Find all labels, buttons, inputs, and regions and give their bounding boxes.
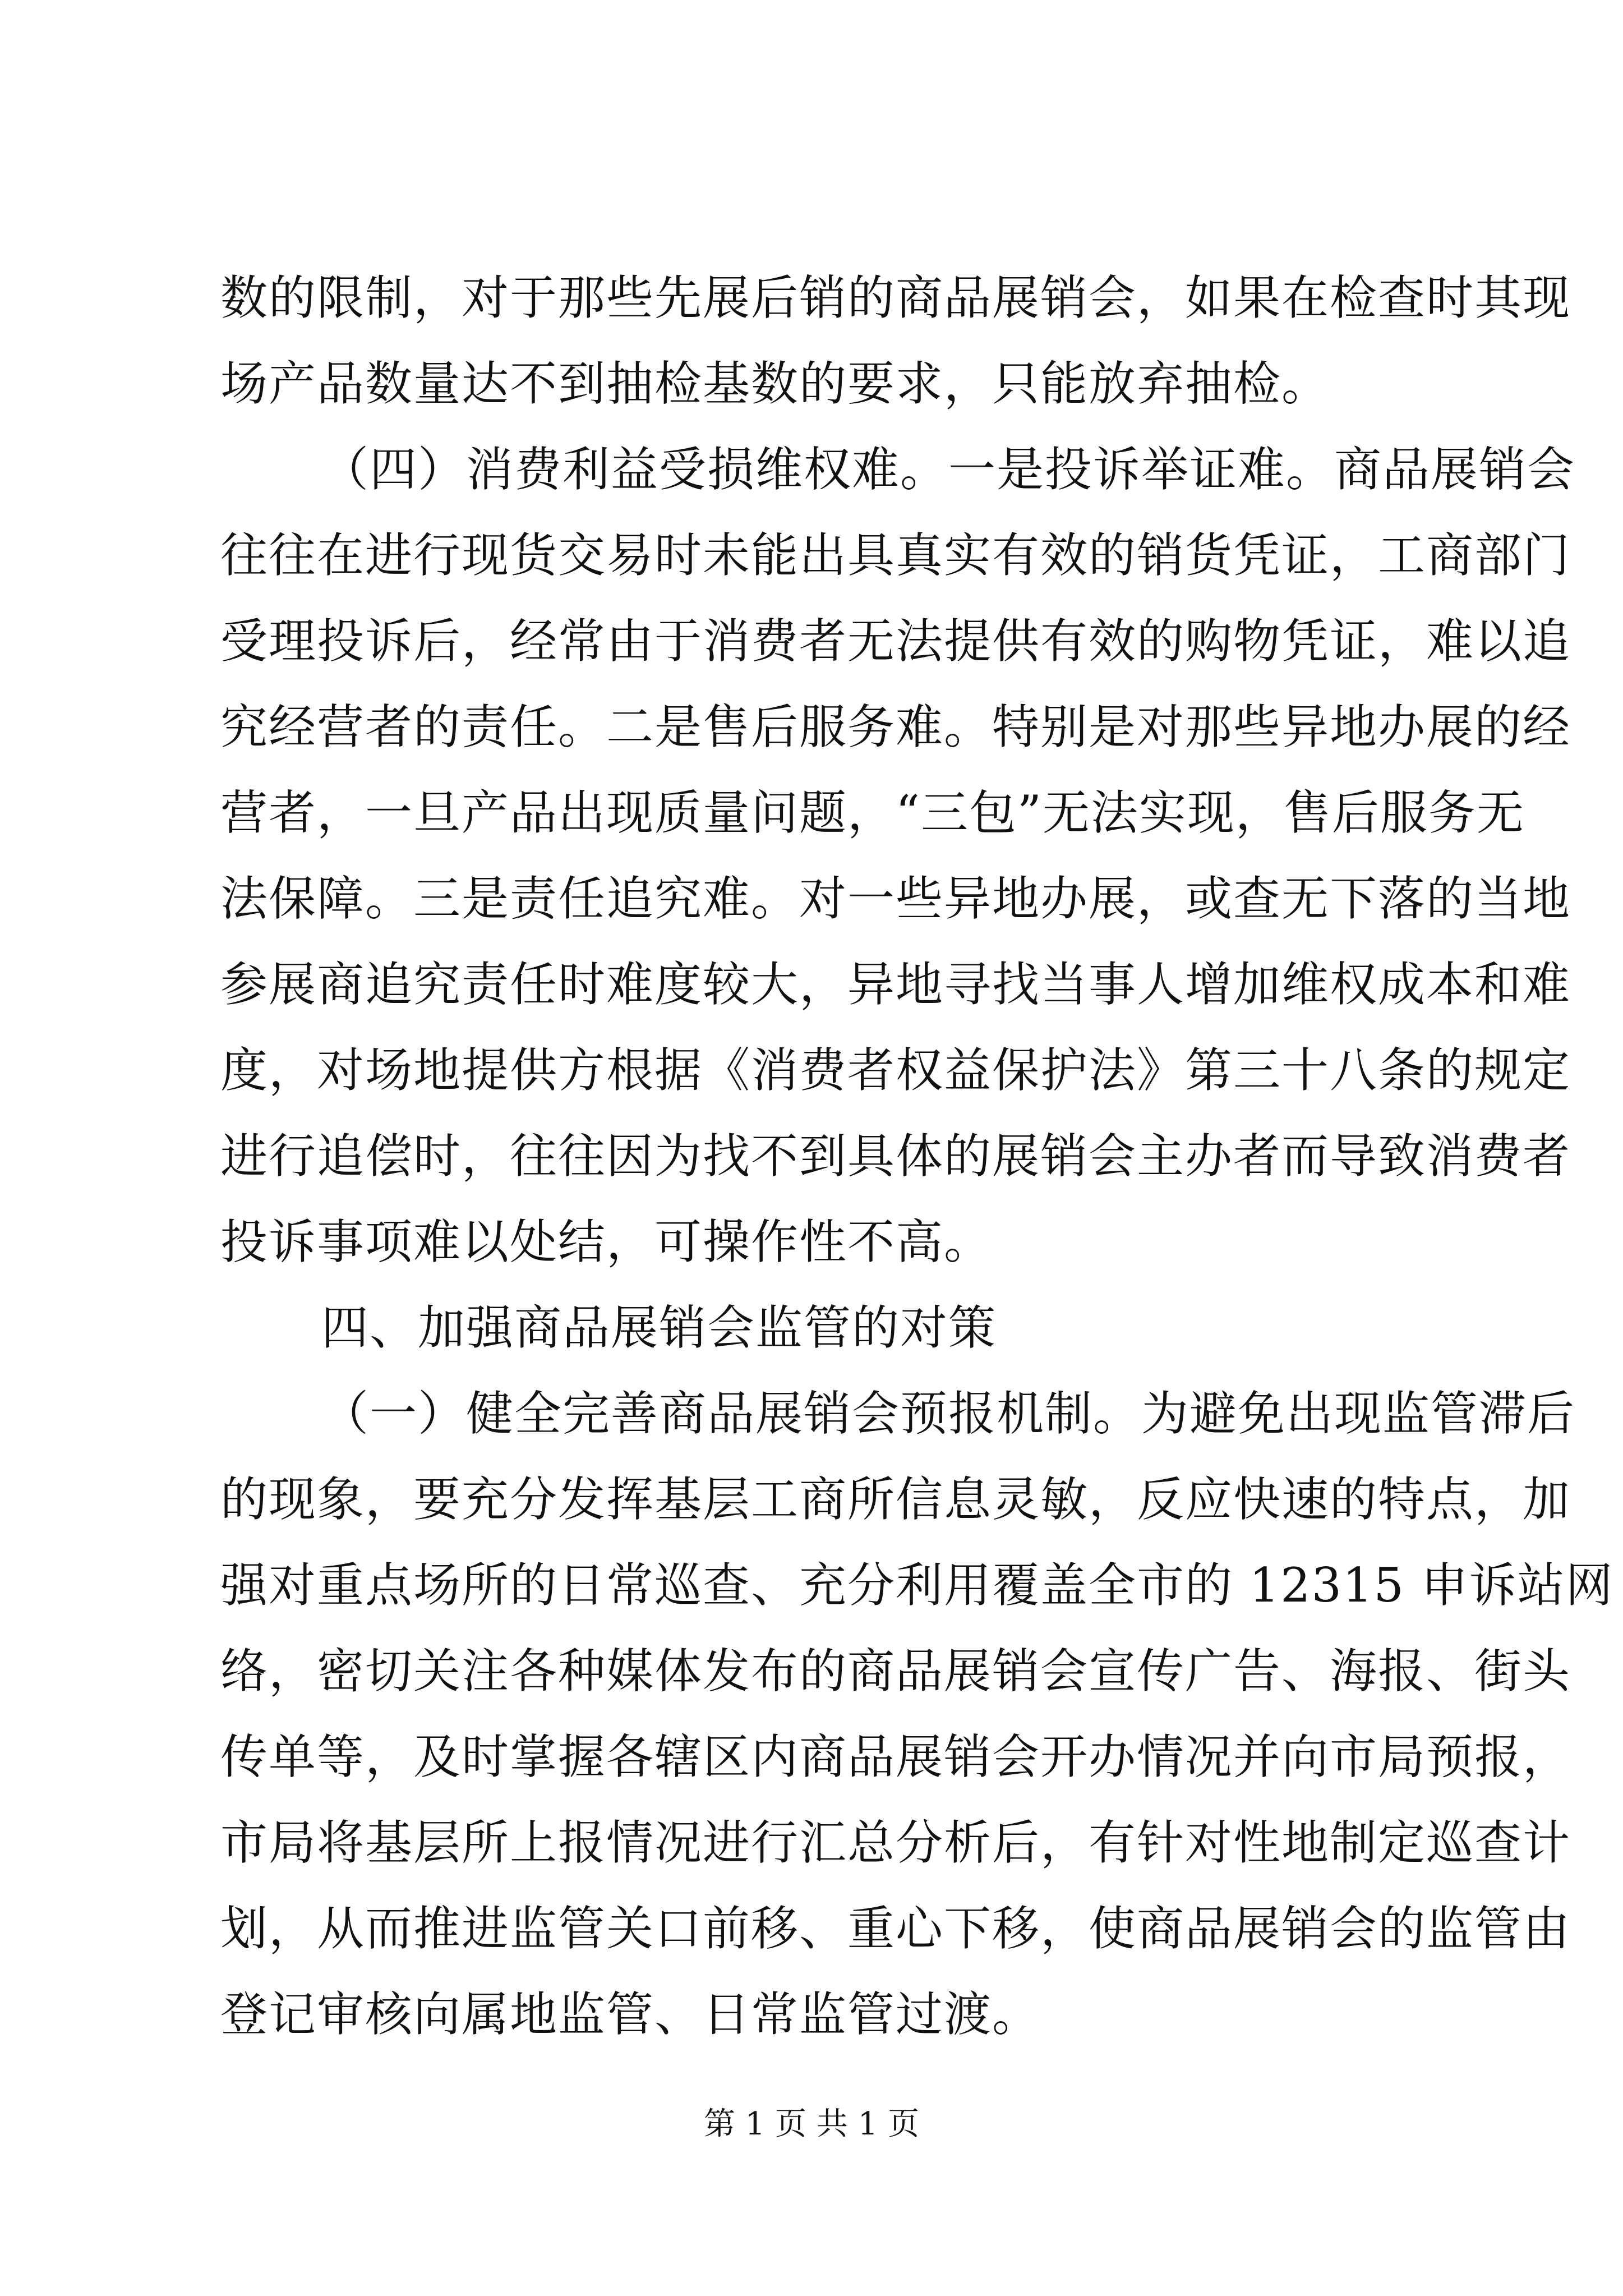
text-line: 投诉事项难以处结，可操作性不高。 bbox=[220, 1214, 993, 1269]
text-line: （四）消费利益受损维权难。一是投诉举证难。商品展销会 bbox=[321, 442, 1576, 497]
text-line: （一）健全完善商品展销会预报机制。为避免出现监管滞后 bbox=[321, 1386, 1576, 1441]
page-number: 第 1 页 共 1 页 bbox=[703, 2106, 920, 2142]
text-line: 传单等，及时掌握各辖区内商品展销会开办情况并向市局预报， bbox=[220, 1729, 1571, 1784]
page-footer bbox=[0, 2105, 1623, 2144]
text-line: 进行追偿时，往往因为找不到具体的展销会主办者而导致消费者 bbox=[220, 1129, 1571, 1184]
text-line: 法保障。三是责任追究难。对一些异地办展，或查无下落的当地 bbox=[220, 871, 1571, 926]
text-line: 数的限制，对于那些先展后销的商品展销会，如果在检查时其现 bbox=[220, 270, 1571, 325]
text-line: 度，对场地提供方根据《消费者权益保护法》第三十八条的规定 bbox=[220, 1043, 1571, 1098]
text-line: 络，密切关注各种媒体发布的商品展销会宣传广告、海报、街头 bbox=[220, 1644, 1571, 1699]
text-line: 场产品数量达不到抽检基数的要求，只能放弃抽检。 bbox=[220, 356, 1330, 411]
text-line: 参展商追究责任时难度较大，异地寻找当事人增加维权成本和难 bbox=[220, 957, 1571, 1012]
text-line: 市局将基层所上报情况进行汇总分析后，有针对性地制定巡查计 bbox=[220, 1815, 1571, 1870]
text-line: 的现象，要充分发挥基层工商所信息灵敏，反应快速的特点，加 bbox=[220, 1472, 1571, 1527]
text-line: 登记审核向属地监管、日常监管过渡。 bbox=[220, 1987, 1041, 2042]
text-line: 往往在进行现货交易时未能出具真实有效的销货凭证，工商部门 bbox=[220, 528, 1571, 583]
text-line: 究经营者的责任。二是售后服务难。特别是对那些异地办展的经 bbox=[220, 700, 1571, 754]
text-line: 强对重点场所的日常巡查、充分利用覆盖全市的 12315 申诉站网 bbox=[220, 1558, 1614, 1613]
section-heading: 四、加强商品展销会监管的对策 bbox=[321, 1300, 997, 1355]
text-line: 营者，一旦产品出现质量问题，“三包”无法实现，售后服务无 bbox=[220, 785, 1525, 840]
text-line: 划，从而推进监管关口前移、重心下移，使商品展销会的监管由 bbox=[220, 1901, 1571, 1956]
text-line: 受理投诉后，经常由于消费者无法提供有效的购物凭证，难以追 bbox=[220, 614, 1571, 669]
document-body bbox=[220, 255, 1614, 2058]
